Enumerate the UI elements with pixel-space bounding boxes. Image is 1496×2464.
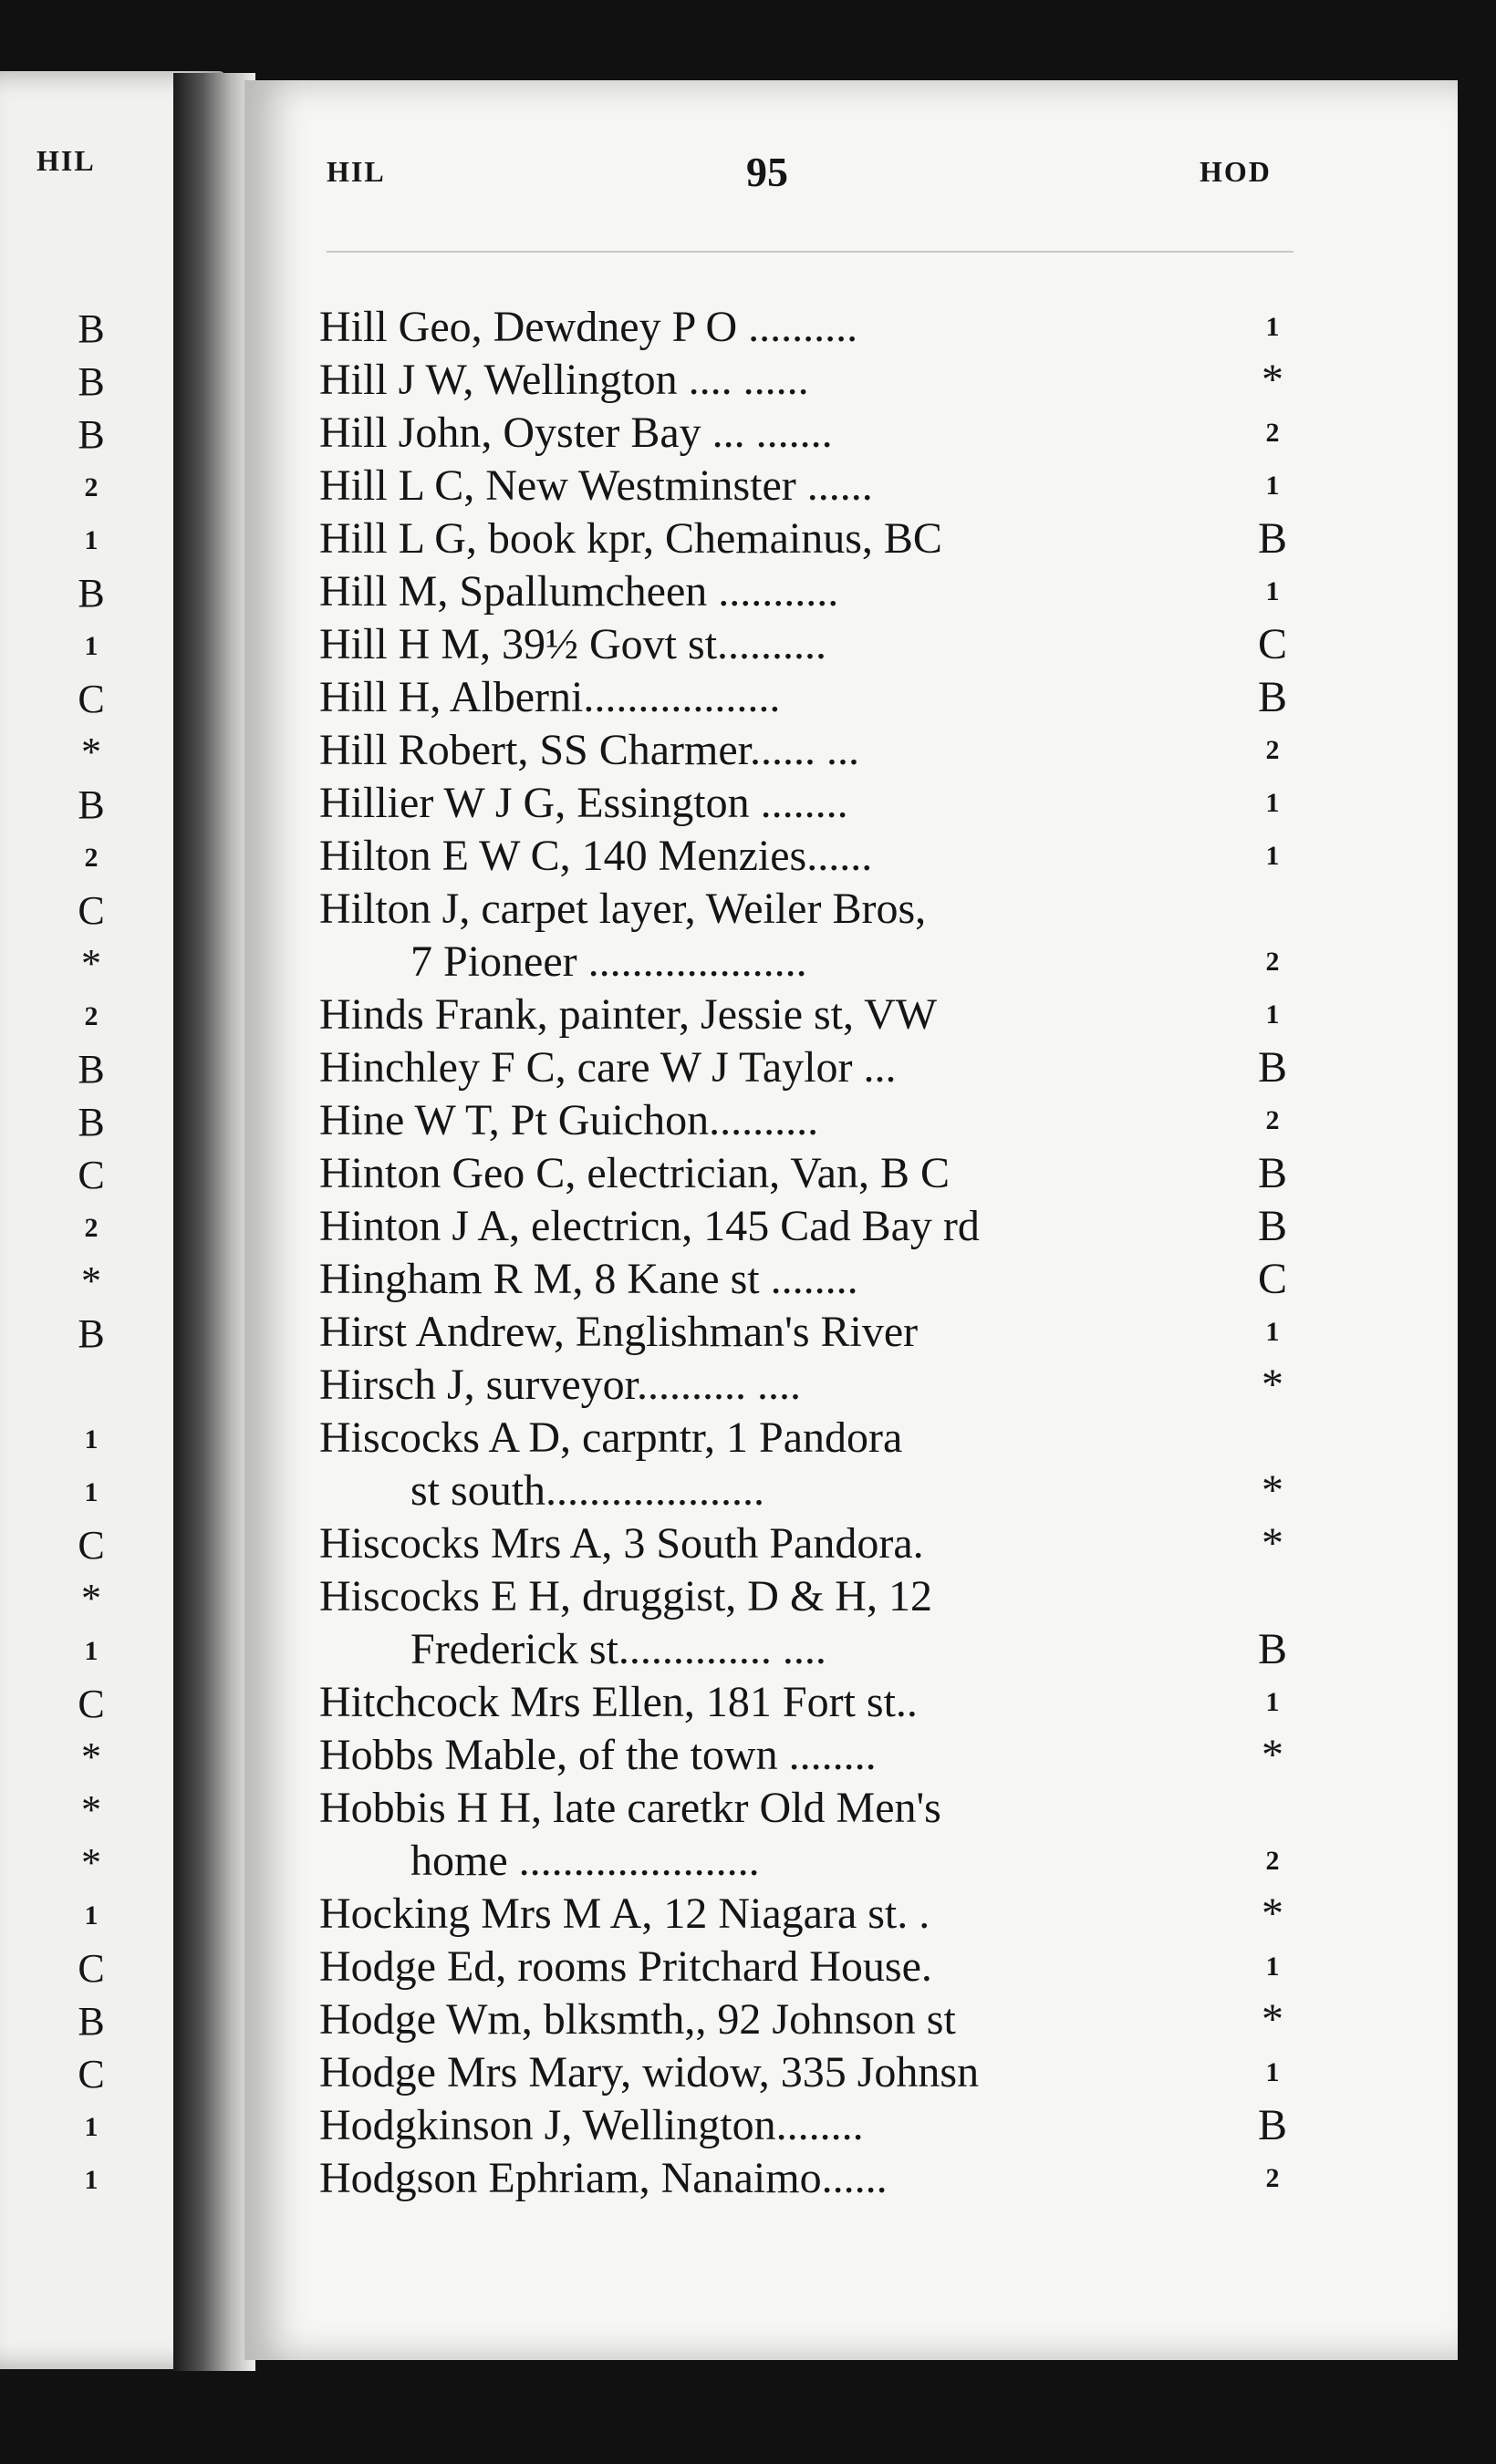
entry-text: Hirsch J, surveyor.......... .... [319, 1361, 801, 1409]
entry-text: Hill L C, New Westminster ...... [319, 461, 873, 510]
previous-page-code: 1 [84, 1424, 99, 1455]
entry-text: Hodge Mrs Mary, widow, 335 Johnsn [319, 2048, 980, 2096]
directory-entry [319, 1094, 1295, 1147]
entry-text: Hill H M, 39½ Govt st.......... [319, 620, 827, 668]
directory-entry [319, 2046, 1295, 2099]
entry-text: Hobbs Mable, of the town ........ [319, 1731, 877, 1779]
entry-code: B [1257, 1149, 1287, 1197]
entry-text: Hodge Wm, blksmth,, 92 Johnson st [319, 1995, 956, 2044]
directory-entry [319, 1147, 1295, 1200]
entry-code: * [1262, 1995, 1283, 2044]
directory-entry [319, 512, 1295, 565]
entry-code: 2 [1265, 735, 1280, 765]
book-gutter [173, 73, 255, 2371]
entry-text: Hill M, Spallumcheen ........... [319, 567, 839, 616]
entry-code: 2 [1265, 418, 1280, 448]
directory-entry [319, 1729, 1295, 1782]
entry-code: * [1262, 356, 1283, 404]
entry-code: B [1257, 2101, 1287, 2149]
previous-page-code: 1 [84, 2112, 99, 2142]
directory-entry [319, 1253, 1295, 1306]
directory-entry [319, 1676, 1295, 1729]
entry-text: 7 Pioneer .................... [410, 937, 807, 986]
previous-page-code: 1 [84, 631, 99, 661]
previous-page-code: B [78, 782, 105, 827]
entry-code: * [1262, 1361, 1283, 1409]
directory-entry [319, 777, 1295, 830]
entry-text: Hinchley F C, care W J Taylor ... [319, 1043, 897, 1092]
entry-text: Hocking Mrs M A, 12 Niagara st. . [319, 1889, 930, 1938]
directory-entry [319, 1941, 1295, 1993]
previous-page-code: 2 [84, 1213, 99, 1243]
entry-text: Hingham R M, 8 Kane st ........ [319, 1255, 858, 1303]
entry-text: Hiscocks Mrs A, 3 South Pandora. [319, 1519, 924, 1568]
directory-entry [319, 2099, 1295, 2152]
previous-page-code: B [78, 1047, 105, 1092]
previous-page-code: 1 [84, 1900, 99, 1931]
entry-code: * [1262, 1731, 1283, 1779]
directory-entry [319, 1570, 1295, 1623]
entry-code: * [1262, 1889, 1283, 1938]
entry-code: * [1262, 1466, 1283, 1515]
previous-page-code: C [78, 1682, 105, 1726]
entry-code: 2 [1265, 947, 1280, 977]
entry-text: Hill Robert, SS Charmer...... ... [319, 726, 859, 774]
previous-page-code: B [78, 1311, 105, 1356]
entry-text: Hirst Andrew, Englishman's River [319, 1308, 919, 1356]
entry-text: Frederick st.............. .... [410, 1625, 826, 1673]
previous-page-code: B [78, 412, 105, 457]
page-number: 95 [746, 149, 788, 195]
entry-text: Hill J W, Wellington .... ...... [319, 356, 809, 404]
entry-text: home ...................... [410, 1837, 760, 1885]
entry-text: Hiscocks A D, carpntr, 1 Pandora [319, 1413, 903, 1462]
previous-page-code: 2 [84, 843, 99, 873]
directory-entry [319, 883, 1295, 936]
directory-entry [319, 1888, 1295, 1941]
previous-page-code: 2 [84, 1001, 99, 1031]
previous-page-header: HIL [36, 144, 96, 177]
directory-entry [319, 618, 1295, 671]
entry-text: Hodge Ed, rooms Pritchard House. [319, 1942, 932, 1991]
entry-code: 2 [1265, 2163, 1280, 2193]
directory-entry [319, 1782, 1295, 1835]
entry-text: Hodgson Ephriam, Nanaimo...... [319, 2154, 888, 2202]
header-rule [327, 251, 1293, 253]
entry-text: Hinton J A, electricn, 145 Cad Bay rd [319, 1202, 980, 1250]
directory-entry [319, 1835, 1295, 1888]
previous-page-code: 1 [84, 2165, 99, 2195]
entry-code: * [1262, 1519, 1283, 1568]
directory-entry [319, 1200, 1295, 1253]
entry-code: C [1257, 620, 1287, 668]
previous-page-code: B [78, 571, 105, 616]
directory-entry [319, 936, 1295, 989]
previous-page-code: C [78, 1946, 105, 1991]
entry-code: B [1257, 1625, 1287, 1673]
previous-page-code: 2 [84, 472, 99, 502]
previous-page-code: 1 [84, 525, 99, 555]
entry-code: B [1257, 673, 1287, 721]
entry-code: 2 [1265, 1846, 1280, 1876]
entry-text: Hobbis H H, late caretkr Old Men's [319, 1784, 941, 1832]
entry-code: 1 [1265, 999, 1280, 1030]
directory-entry [319, 1306, 1295, 1359]
previous-page-code: B [78, 1999, 105, 2044]
directory-entry [319, 2152, 1295, 2205]
previous-page-code: C [78, 888, 105, 933]
entry-text: Hilton E W C, 140 Menzies...... [319, 832, 873, 880]
entry-text: Hitchcock Mrs Ellen, 181 Fort st.. [319, 1678, 918, 1726]
directory-entry [319, 671, 1295, 724]
previous-page-code: 1 [84, 1636, 99, 1666]
previous-page-code: B [78, 306, 105, 351]
entry-code: 1 [1265, 1687, 1280, 1717]
directory-entry [319, 354, 1295, 407]
entry-code: C [1257, 1255, 1287, 1303]
entry-text: st south.................... [410, 1466, 765, 1515]
directory-entry [319, 1623, 1295, 1676]
entry-code: B [1257, 514, 1287, 563]
entry-code: 1 [1265, 841, 1280, 871]
entry-code: 2 [1265, 1105, 1280, 1135]
previous-page-code: C [78, 1523, 105, 1568]
directory-entry [319, 1993, 1295, 2046]
previous-page-code [55, 1361, 128, 1413]
previous-page-code: * [81, 941, 101, 986]
previous-page-code: C [78, 677, 105, 721]
previous-page-code: B [78, 1100, 105, 1144]
directory-entry [319, 1517, 1295, 1570]
directory-entry [319, 724, 1295, 777]
previous-page-code: * [81, 1258, 101, 1303]
entry-code: 1 [1265, 2057, 1280, 2087]
entry-code: 1 [1265, 1952, 1280, 1982]
directory-entry [319, 565, 1295, 618]
directory-entries [319, 301, 1295, 2205]
directory-entry [319, 1359, 1295, 1412]
header-left: HIL [327, 155, 386, 188]
entry-code: B [1257, 1202, 1287, 1250]
entry-text: Hiscocks E H, druggist, D & H, 12 [319, 1572, 932, 1620]
directory-entry [319, 1412, 1295, 1465]
entry-text: Hillier W J G, Essington ........ [319, 779, 848, 827]
directory-entry [319, 407, 1295, 460]
previous-page-codes [55, 303, 128, 2207]
directory-entry [319, 1465, 1295, 1517]
previous-page-code: C [78, 1153, 105, 1197]
entry-text: Hinton Geo C, electrician, Van, B C [319, 1149, 950, 1197]
entry-text: Hilton J, carpet layer, Weiler Bros, [319, 885, 927, 933]
previous-page-code: B [78, 359, 105, 404]
previous-page-code: * [81, 1576, 101, 1620]
entry-code: 1 [1265, 1317, 1280, 1347]
entry-text: Hill H, Alberni.................. [319, 673, 781, 721]
header-right: HOD [1200, 155, 1272, 188]
entry-code: 1 [1265, 788, 1280, 818]
entry-code: 1 [1265, 471, 1280, 501]
entry-text: Hodgkinson J, Wellington........ [319, 2101, 864, 2149]
entry-text: Hill Geo, Dewdney P O .......... [319, 303, 858, 351]
previous-page-code: * [81, 730, 101, 774]
directory-entry [319, 1041, 1295, 1094]
previous-page-code: * [81, 1787, 101, 1832]
entry-code: B [1257, 1043, 1287, 1092]
entry-code: 1 [1265, 576, 1280, 606]
entry-text: Hill John, Oyster Bay ... ....... [319, 409, 833, 457]
entry-code: 1 [1265, 312, 1280, 342]
directory-entry [319, 301, 1295, 354]
entry-text: Hinds Frank, painter, Jessie st, VW [319, 990, 938, 1039]
previous-page-code: 1 [84, 1477, 99, 1507]
previous-page-code: * [81, 1734, 101, 1779]
directory-entry [319, 830, 1295, 883]
directory-entry [319, 989, 1295, 1041]
previous-page-code: * [81, 1840, 101, 1885]
entry-text: Hill L G, book kpr, Chemainus, BC [319, 514, 942, 563]
directory-entry [319, 460, 1295, 512]
previous-page-code: C [78, 2052, 105, 2096]
entry-text: Hine W T, Pt Guichon.......... [319, 1096, 819, 1144]
